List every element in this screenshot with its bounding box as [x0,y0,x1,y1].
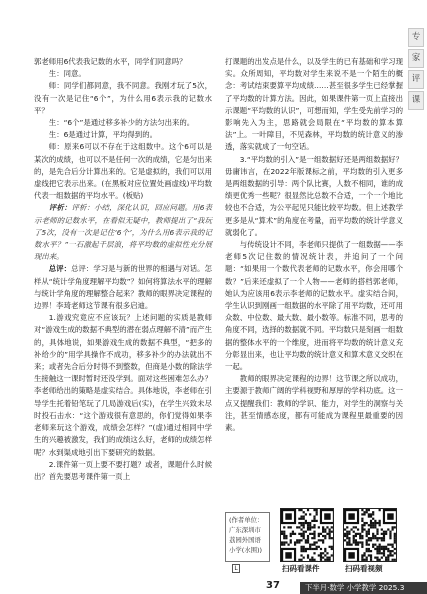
paragraph: 1.游戏究竟应不应该玩？上述问题的实质是教师对“游戏生成的数据不典型的潜在弱点理解不清”而产生的，具体地说，如果游戏生成的数据不典型，“把多的补给少的”用学具操作不成功，移多补少的办法就出不来；或者先合后分时得不到整数，但商是小数的除法学生接触这一课时暂时还没学到。面对这些困难怎么办？李老师给出的策略是虚实结合。具体地说，李老师在引导学生托着铅笔玩了几局游戏后(实)，在学生兴致未尽时投石击水：“这个游戏很有意思的，你们觉得如果李老师来玩这个游戏，成绩会怎样？”(虚)通过相同中学生的兴趣被激发，我们的成绩这么好，老师的成绩怎样呢？水到渠成地引出下要研究的数据。 [34,313,212,457]
qr-code-video[interactable] [343,508,397,562]
side-tab-home: 家 [408,49,424,68]
paragraph: 生：同意。 [48,69,86,79]
paragraph: 2.课件第一页上要不要打题？或者，课题什么时候出？首先要思考课件第一页上 [34,459,212,481]
paragraph-tag: 总评： [48,264,72,274]
qr-pattern-icon [344,509,397,562]
qr-caption-slides: 扫码看课件 [282,564,320,573]
page-number: 37 [266,580,280,591]
right-text-column [225,56,403,434]
paragraph: 师：原来6可以不存在于这组数中。这个6可以是某次的成绩，也可以不是任何一次的成绩，它是匀出来的，是先合后分计算出来的。它是虚拟的，我们可以用虚线把它表示出来。(在黑板对应位置处画虚线)平均数代表一组数据的平均水平。(板贴) [34,142,212,201]
paragraph: 教师的眼界决定课程的边界！这节课之所以成功，主要源于教师广阔的学科视野和厚厚的学科功底。这一点又提醒我们：教师的学识、能力，对学生的洞察与关注，甚至情感态度，都有可能成为课程里最重要的因素。 [225,374,403,433]
paragraph: 师：同学们都同意，我不同意。我刚才玩了5次，没有一次是记住“6个”，为什么用6表示我的记数水平？ [34,81,212,115]
journal-footer: 下半月·数学 小学教学 2025.3 [300,582,427,594]
paragraph-body: 总评：学习是与新的世界的相遇与对话。怎样从“统计学角度理解平均数”？如何将算法水平的理解与统计学角度的理解整合起来？教师的眼界决定课程的边界！李琦老师这节课有很多启迪。 [34,264,212,311]
author-affiliation: (作者单位：广东深圳市荔园外国语小学(水围)) [229,516,264,554]
author-affiliation-box [225,512,270,562]
side-tab-review: 评 [408,70,424,89]
paragraph: 生：“6个”是通过移多补少的方法匀出来的。 [48,118,195,128]
paragraph: 与传统设计不同，李老师只提供了一组数据——李老师5次记住数的情况统计表，并追问了一个问题：“如果用一个数代表老师的记数水平，你会用哪个数？”后来还虚拟了一个人物——老师的搭档郭老师，她认为应该用6表示李老师的记数水平。虚实结合间，学生认识到刚画一组数据的水平除了用平均数，还可用众数、中位数、最大数、最小数等。标准不同，思考的角度不同，选择的数据就不同。平均数只是刻画一组数据的整体水平的一个维度，进而将平均数的统计意义充分彰显出来，也让平均数的统计意义和算术意义交织在一起。 [225,240,403,372]
paragraph: 郭老师用6代表我记数的水平，同学们同意吗？ [34,57,187,66]
paragraph: 生：6是通过计算，平均得到的。 [48,130,157,140]
qr-pattern-icon [281,509,334,562]
paragraph: 打课题的出发点是什么，以及学生的已有基础和学习现实。众所周知，平均数对学生来说不是一个陌生的概念：考试结束要算平均成绩……甚至很多学生已经掌握了平均数的计算方法。因此，如果课件第一页上直接出示课题“平均数的认识”，可想而知，学生受先前学习的影响先入为主，思路就会局限在“平均数的算本算法”上。一叶障目，不见森林，平均数的统计意义的渗透，落实就成了一句空话。 [225,57,403,152]
side-tab-expert: 专 [408,28,424,47]
paragraph [34,202,212,263]
paragraph [34,263,212,312]
paragraph-tag: 评析： [48,203,72,213]
left-text-column [34,56,212,483]
paragraph-body: 评析：小结，深化认识，回应问题。用6表示老师的记数水平，在看似无疑中，教师提出了“我玩了5次，没有一次是记住‘6个’，为什么用6表示我的记数水平？”一石激起千层浪，将平均数的虚拟性充分展现出来。 [34,203,212,262]
qr-caption-video: 扫码看视频 [345,564,383,573]
qr-code-slides[interactable] [280,508,334,562]
paragraph: 3.“平均数的引入”是一组数据好还是两组数据好？毋庸讳言，在2022年版课标之前，平均数的引入更多是两组数据的引导：两个队比赛，人数不相同，谁的成绩更优秀一些呢？很显然比总数不合适，一个一个地比较也不合适，为公平起见只能比较平均数。但上述教学更多是从“算术”的角度在考量，而平均数的统计学意义就弱化了。 [225,154,403,237]
side-tab-lesson: 课 [408,91,424,110]
bracket-icon: L [232,564,240,573]
